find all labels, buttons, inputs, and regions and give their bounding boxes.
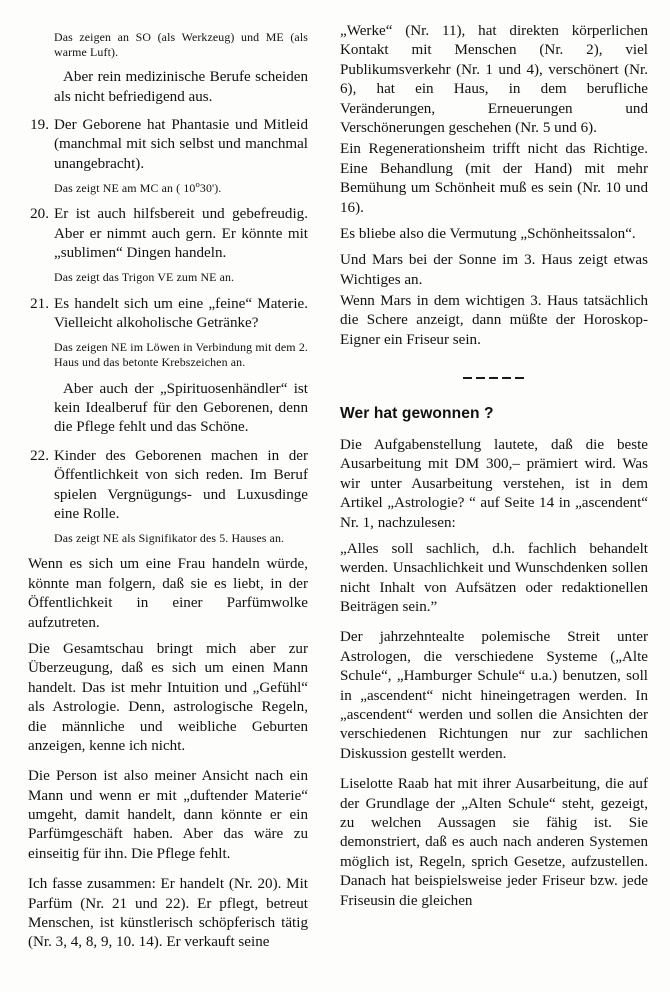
quoted-paragraph: „Alles soll sachlich, d.h. fachlich behandelt werden. Unsachlichkeit und Wunschdenken sollen nicht Inhalt von Aufsätzen oder redaktionellen Beiträgen sein.” <box>340 540 648 616</box>
body-paragraph: „Werke“ (Nr. 11), hat direkten körperlichen Kontakt mit Menschen (Nr. 2), viel Publikumsverkehr (Nr. 1 und 4), verschönert (Nr. 6), hat ein Haus, in dem berufliche Veränderungen, Erneuerungen und Verschönerungen geschehen (Nr. 5 und 6). <box>340 23 648 136</box>
caption-block <box>28 30 308 60</box>
page-title: Wer hat gewonnen ? <box>340 405 494 423</box>
list-marker: 21. <box>30 295 49 312</box>
caption-text: Das zeigen NE im Löwen in Verbindung mit dem 2. Haus und das betonte Krebszeichen an. <box>54 340 308 370</box>
body-paragraph: Die Person ist also meiner Ansicht nach ein Mann und wenn er mit „duftender Materie“ umgeht, damit handelt, dann könnte er ein Parfümgeschäft haben. Aber das wäre zu einseitig für ihn. Die Pflege fehlt. <box>28 768 308 862</box>
list-marker: 19. <box>30 117 49 133</box>
caption-text-before-degree: Das zeigt NE am MC an ( 10 <box>54 181 196 196</box>
left-column <box>0 22 320 955</box>
caption-text: Das zeigt das Trigon VE zum NE an. <box>54 270 235 285</box>
numbered-item-19 <box>28 116 308 174</box>
list-marker: 20. <box>30 206 49 223</box>
caption-text: Das zeigt NE als Signifikator des 5. Hauses an. <box>54 531 285 546</box>
body-paragraph: Und Mars bei der Sonne im 3. Haus zeigt etwas Wichtiges an. <box>340 252 648 288</box>
body-paragraph: Ein Regenerationsheim trifft nicht das Richtige. Eine Behandlung (mit der Hand) mit mehr Bemühung um Schönheit muß es sein (Nr. 10 und 16). <box>340 141 648 216</box>
section-heading-wrapper <box>340 405 648 424</box>
dashed-rule-icon <box>463 377 525 379</box>
degree-mark: o <box>195 179 200 190</box>
list-item-text: Kinder des Geborenen machen in der Öffentlichkeit von sich reden. Im Beruf spielen Vergnügungs- und Luxusdinge eine Rolle. <box>54 447 308 522</box>
numbered-item-20 <box>28 205 308 263</box>
caption-block <box>28 531 308 546</box>
right-column <box>320 22 670 955</box>
body-paragraph: Es bliebe also die Vermutung „Schönheitssalon“. <box>340 225 636 242</box>
list-marker: 22. <box>30 447 49 464</box>
caption-block <box>28 181 308 196</box>
body-paragraph: Wenn es sich um eine Frau handeln würde, könnte man folgern, daß sie es liebt, in der Öffentlichkeit in einer Parfümwolke aufzutreten. <box>28 556 308 631</box>
body-paragraph: Aber auch der „Spirituosenhändler“ ist kein Idealberuf für den Geborenen, denn die Pflege fehlt und das Schöne. <box>54 380 308 436</box>
list-item-text: Der Geborene hat Phantasie und Mitleid (manchmal mit sich selbst und manchmal unangebracht). <box>54 117 308 172</box>
body-paragraph: Der jahrzehntealte polemische Streit unter Astrologen, die verschiedene Systeme („Alte Schule“, „Hamburger Schule“ u.a.) benutzen, soll in „ascendent“ nicht hineingetragen werden. In „ascendent“ werden und sollen die Ansichten der verschiedenen Richtungen nur zur sachlichen Diskussion gestellt werden. <box>340 629 648 762</box>
body-paragraph: Die Aufgabenstellung lautete, daß die beste Ausarbeitung mit DM 300,– prämiert wird. Was wir unter Ausarbeitung verstehen, ist in dem Artikel „Astrologie? “ auf Seite 14 in „ascendent“ Nr. 1, nachzulesen: <box>340 436 648 531</box>
caption-text: Das zeigen an SO (als Werkzeug) und ME (als warme Luft). <box>54 30 308 60</box>
body-paragraph: Liselotte Raab hat mit ihrer Ausarbeitung, die auf der Grundlage der „Alten Schule“ steht, gezeigt, zu welchen Aussagen sie fähig ist. Sie demonstriert, daß es auch nach anderen Systemen möglich ist, Regeln, sprich Gesetze, aufzustellen. Danach hat beispielsweise jeder Friseur bzw. jede Friseusin die gleichen <box>340 776 648 909</box>
body-paragraph: Die Gesamtschau bringt mich aber zur Überzeugung, daß es sich um einen Mann handelt. Das ist mehr Intuition und „Gefühl“ als Astrologie. Denn, astrologische Regeln, die männliche und weibliche Geburten anzeigen, kenne ich nicht. <box>28 640 308 754</box>
body-paragraph: Aber rein medizinische Berufe scheiden als nicht befriedigend aus. <box>54 69 308 105</box>
numbered-item-22 <box>28 447 308 525</box>
caption-block <box>28 340 308 370</box>
list-item-text: Er ist auch hilfsbereit und gebefreudig. Aber er nimmt auch gern. Er könnte mit „sublimen“ Dingen handeln. <box>54 206 308 262</box>
two-column-layout <box>0 22 670 955</box>
numbered-item-21 <box>28 295 308 334</box>
body-paragraph: Wenn Mars in dem wichtigen 3. Haus tatsächlich die Schere anzeigt, dann müßte der Horoskop-Eigner ein Friseur sein. <box>340 293 648 348</box>
list-item-text: Es handelt sich um eine „feine“ Materie. Vielleicht alkoholische Getränke? <box>54 295 308 331</box>
body-paragraph: Ich fasse zusammen: Er handelt (Nr. 20). Mit Parfüm (Nr. 21 und 22). Er pflegt, betreut Menschen, ist künstlerisch schöpferisch tätig (Nr. 3, 4, 8, 9, 10. 14). Er verkauft seine <box>28 876 308 951</box>
caption-text <box>54 181 308 196</box>
caption-block <box>28 270 308 285</box>
section-separator <box>340 377 648 379</box>
caption-text-after-degree: 30'). <box>199 181 222 196</box>
